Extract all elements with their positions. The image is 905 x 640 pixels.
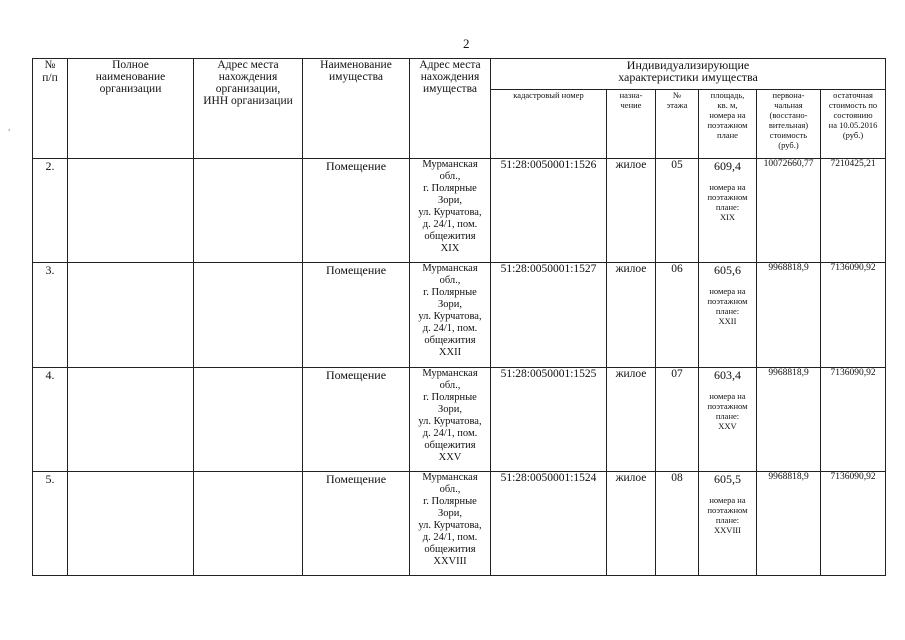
row-number: 2. xyxy=(33,159,68,263)
header-property-name: Наименование имущества xyxy=(303,59,410,159)
org-address-cell xyxy=(194,263,303,367)
header-row-1 xyxy=(33,59,886,90)
header-org-address: Адрес места нахождения организации, ИНН организации xyxy=(194,59,303,159)
initial-cost-cell: 9968818,9 xyxy=(757,471,821,575)
property-table xyxy=(32,58,886,576)
org-address-cell xyxy=(194,159,303,263)
property-address-cell: Мурманская обл., г. Полярные Зори, ул. Курчатова, д. 24/1, пом. общежития XXII xyxy=(410,263,491,367)
org-name-cell xyxy=(68,367,194,471)
header-initial-cost: первона- чальная (восстано- вительная) стоимость (руб.) xyxy=(757,90,821,159)
initial-cost-cell: 10072660,77 xyxy=(757,159,821,263)
area-value: 605,5 xyxy=(714,471,741,486)
org-name-cell xyxy=(68,471,194,575)
property-name-cell: Помещение xyxy=(303,471,410,575)
org-address-cell xyxy=(194,471,303,575)
residual-cost-cell: 7210425,21 xyxy=(821,159,886,263)
cadastral-cell: 51:28:0050001:1524 xyxy=(491,471,607,575)
page-number: 2 xyxy=(463,36,470,51)
residual-cost-cell: 7136090,92 xyxy=(821,367,886,471)
residual-cost-cell: 7136090,92 xyxy=(821,471,886,575)
area-value: 609,4 xyxy=(714,159,741,173)
area-cell xyxy=(699,159,757,263)
cadastral-cell: 51:28:0050001:1526 xyxy=(491,159,607,263)
cadastral-cell: 51:28:0050001:1527 xyxy=(491,263,607,367)
org-name-cell xyxy=(68,263,194,367)
property-name-cell: Помещение xyxy=(303,159,410,263)
purpose-cell: жилое xyxy=(607,471,656,575)
org-address-cell xyxy=(194,367,303,471)
residual-cost-cell: 7136090,92 xyxy=(821,263,886,367)
area-value: 603,4 xyxy=(714,367,741,382)
area-value: 605,6 xyxy=(714,263,741,278)
floor-cell: 05 xyxy=(656,159,699,263)
floor-cell: 06 xyxy=(656,263,699,367)
purpose-cell: жилое xyxy=(607,367,656,471)
property-address-cell: Мурманская обл., г. Полярные Зори, ул. Курчатова, д. 24/1, пом. общежития XXVIII xyxy=(410,471,491,575)
initial-cost-cell: 9968818,9 xyxy=(757,263,821,367)
area-cell xyxy=(699,263,757,367)
table-row xyxy=(33,159,886,263)
initial-cost-cell: 9968818,9 xyxy=(757,367,821,471)
area-plan-note: номера на поэтажном плане: XXII xyxy=(707,286,748,327)
cadastral-cell: 51:28:0050001:1525 xyxy=(491,367,607,471)
row-number: 4. xyxy=(33,367,68,471)
area-cell xyxy=(699,471,757,575)
header-cadastral: кадастровый номер xyxy=(491,90,607,159)
area-plan-note: номера на поэтажном плане: XXV xyxy=(707,390,748,431)
header-num: № п/п xyxy=(33,59,68,159)
property-address-cell: Мурманская обл., г. Полярные Зори, ул. Курчатова, д. 24/1, пом. общежития XIX xyxy=(410,159,491,263)
property-name-cell: Помещение xyxy=(303,263,410,367)
header-characteristics-group: Индивидуализирующие характеристики имущества xyxy=(491,59,886,90)
area-cell xyxy=(699,367,757,471)
floor-cell: 07 xyxy=(656,367,699,471)
area-plan-note: номера на поэтажном плане: XIX xyxy=(707,182,748,222)
area-plan-note: номера на поэтажном плане: XXVIII xyxy=(707,494,748,535)
row-number: 5. xyxy=(33,471,68,575)
purpose-cell: жилое xyxy=(607,159,656,263)
table-row xyxy=(33,263,886,367)
header-residual-cost: остаточная стоимость по состоянию на 10.05.2016 (руб.) xyxy=(821,90,886,159)
header-org-name: Полное наименование организации xyxy=(68,59,194,159)
stray-mark: , xyxy=(8,122,11,132)
purpose-cell: жилое xyxy=(607,263,656,367)
table-row xyxy=(33,367,886,471)
floor-cell: 08 xyxy=(656,471,699,575)
property-address-cell: Мурманская обл., г. Полярные Зори, ул. Курчатова, д. 24/1, пом. общежития XXV xyxy=(410,367,491,471)
property-name-cell: Помещение xyxy=(303,367,410,471)
header-area: площадь, кв. м, номера на поэтажном плане xyxy=(699,90,757,159)
table-row xyxy=(33,471,886,575)
header-purpose: назна- чение xyxy=(607,90,656,159)
header-floor: № этажа xyxy=(656,90,699,159)
header-property-address: Адрес места нахождения имущества xyxy=(410,59,491,159)
row-number: 3. xyxy=(33,263,68,367)
org-name-cell xyxy=(68,159,194,263)
